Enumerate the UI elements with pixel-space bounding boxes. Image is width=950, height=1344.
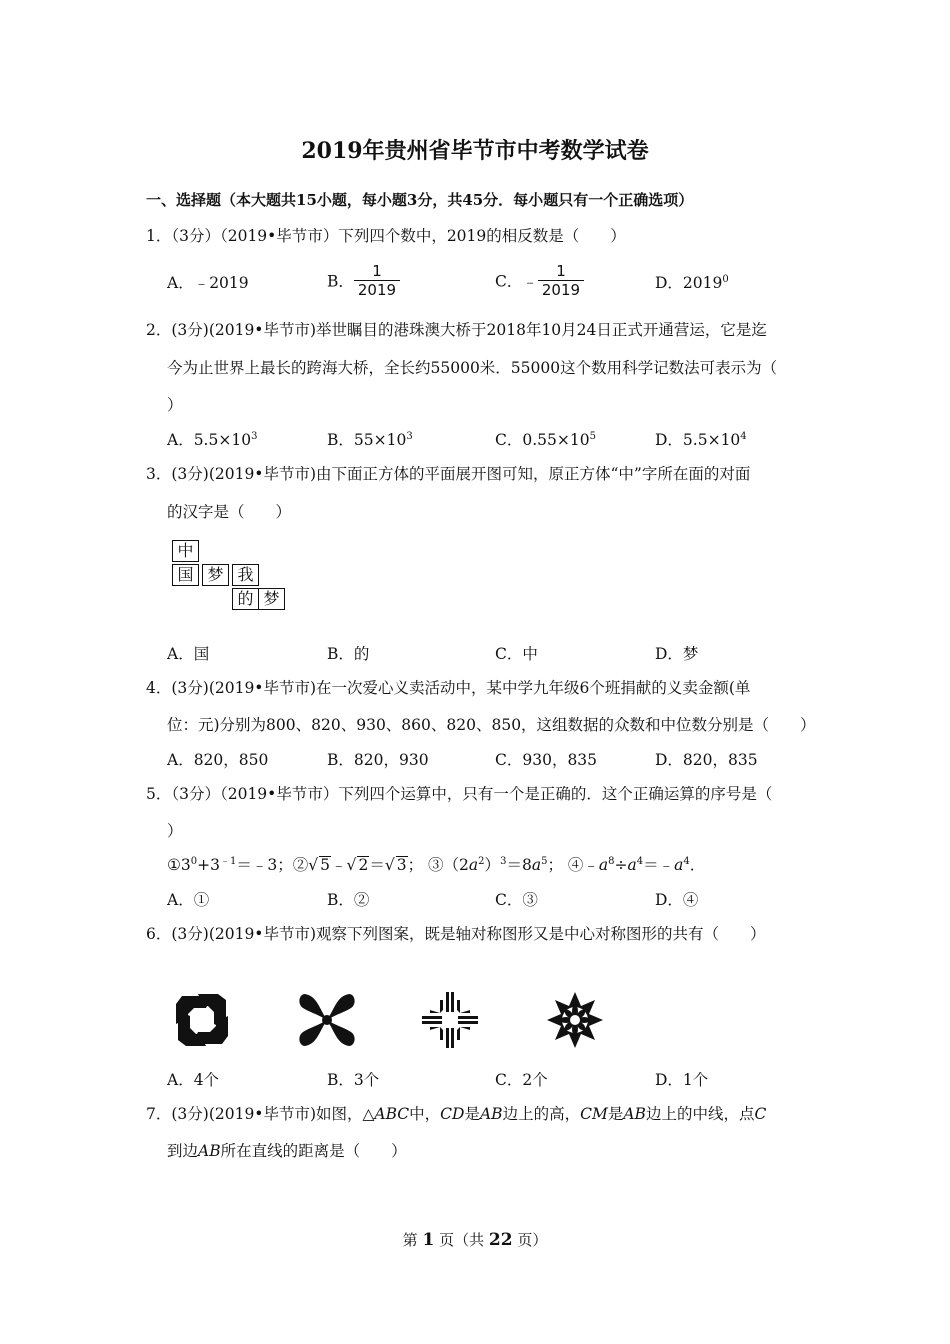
cube-net-figure [172, 540, 284, 610]
q6-option-b: B．3个 [327, 1071, 380, 1089]
net-cell: 梦 [258, 588, 285, 610]
q4-option-a: A．820，850 [167, 751, 269, 769]
question-5-line2: ） [167, 822, 183, 840]
q4-option-c: C．930，835 [495, 751, 598, 769]
net-cell: 国 [172, 564, 199, 586]
q3-option-c: C．中 [495, 645, 538, 663]
q5-option-a: A．① [167, 891, 210, 909]
question-4-line1: 4．(3分)(2019•毕节市)在一次爱心义卖活动中，某中学九年级6个班捐献的义卖金额(单 [146, 679, 751, 697]
figure-cross-lines [420, 990, 480, 1050]
q6-option-c: C．2个 [495, 1071, 548, 1089]
page-title: 2019年贵州省毕节市中考数学试卷 [301, 138, 649, 164]
q3-option-b: B．的 [327, 645, 370, 663]
q3-option-d: D．梦 [655, 645, 699, 663]
net-cell: 梦 [202, 564, 229, 586]
figure-bowtie-knot [297, 990, 357, 1050]
net-cell: 我 [232, 564, 259, 586]
q1-option-b: B． $\frac{1}{2019}$ [327, 262, 400, 299]
q1-option-a: A．﹣2019 [167, 274, 249, 292]
q2-option-a: A．$5.5\times 10^3$ [167, 431, 258, 449]
question-2-line2: 今为止世界上最长的跨海大桥，全长约55000米．55000这个数用科学记数法可表示为（ [167, 359, 778, 377]
q1-c-fraction: $\frac{1}{2019}$ [538, 262, 584, 299]
q1-b-fraction: $\frac{1}{2019}$ [354, 262, 400, 299]
q2-option-d: D．$5.5\times 10^4$ [655, 431, 747, 449]
question-7-line2: 到边AB所在直线的距离是（ ） [167, 1142, 407, 1160]
q5-option-d: D．④ [655, 891, 699, 909]
question-3-line1: 3．(3分)(2019•毕节市)由下面正方体的平面展开图可知，原正方体“中”字所在面的对面 [146, 465, 751, 483]
question-3-line2: 的汉字是（ ） [167, 503, 292, 521]
q3-option-a: A．国 [167, 645, 210, 663]
net-cell: 中 [172, 540, 199, 562]
question-2-line1: 2．(3分)(2019•毕节市)举世瞩目的港珠澳大桥于2018年10月24日正式开通营运，它是迄 [146, 321, 767, 339]
net-cell: 的 [232, 588, 259, 610]
question-6-line1: 6．(3分)(2019•毕节市)观察下列图案，既是轴对称图形又是中心对称图形的共有（ ） [146, 925, 766, 943]
q5-option-b: B．② [327, 891, 370, 909]
page-footer: 第 1 页（共 22 页） [402, 1230, 548, 1250]
question-5-expressions: $①3^0+3^{﹣1}=﹣3$；②√ 5﹣√ 2＝√ 3； $③(2a^2)^3=8a^5$； $④﹣a^8\div a^4=﹣a^4$． [167, 856, 706, 874]
figure-pinwheel-square [172, 990, 232, 1050]
q2-option-c: C．$0.55\times 10^5$ [495, 431, 596, 449]
q6-option-a: A．4个 [167, 1071, 220, 1089]
q2-option-b: B．$55\times 10^3$ [327, 431, 413, 449]
question-2-line3: ） [167, 396, 183, 414]
figure-star-flower [545, 990, 605, 1050]
question-5-line1: 5．（3分）（2019•毕节市）下列四个运算中，只有一个是正确的．这个正确运算的序号是（ [146, 785, 773, 803]
q4-option-d: D．820，835 [655, 751, 758, 769]
question-1-stem: 1．（3分）（2019•毕节市）下列四个数中，2019的相反数是（ ） [146, 227, 626, 245]
q1-option-d: D．2019$^0$ [655, 274, 729, 292]
q6-option-d: D．1个 [655, 1071, 709, 1089]
q4-option-b: B．820，930 [327, 751, 429, 769]
section-heading: 一、选择题（本大题共15小题，每小题3分，共45分．每小题只有一个正确选项） [146, 191, 694, 209]
q5-option-c: C．③ [495, 891, 538, 909]
question-4-line2: 位：元)分别为800、820、930、860、820、850，这组数据的众数和中位数分别是（ ） [167, 716, 816, 734]
question-7-line1: 7．(3分)(2019•毕节市)如图，△ABC中，CD是AB边上的高，CM是AB边上的中线，点C [146, 1105, 767, 1123]
q1-option-c: C．﹣ $\frac{1}{2019}$ [495, 262, 584, 299]
